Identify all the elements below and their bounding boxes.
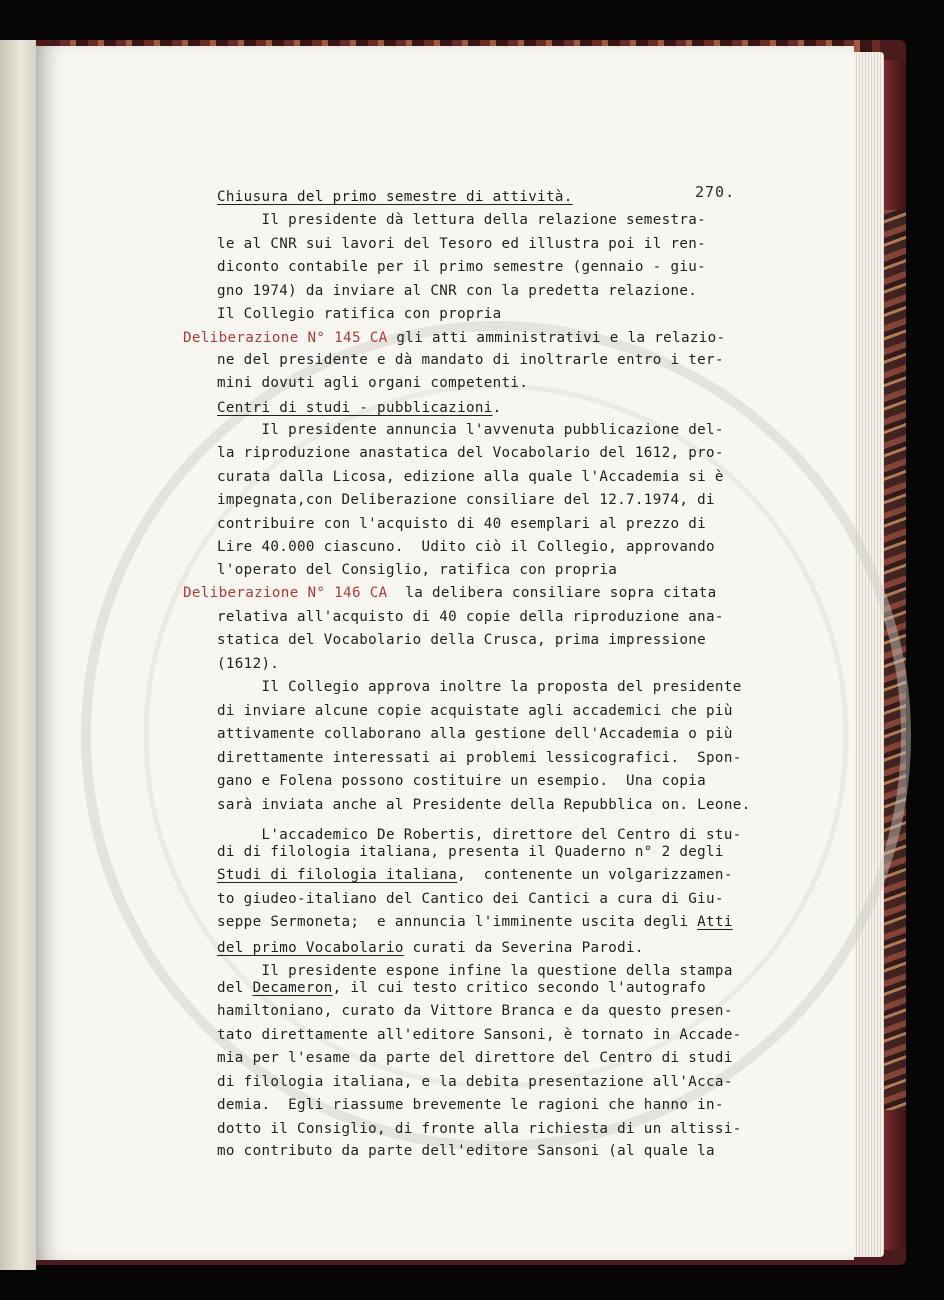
page-number: 270. bbox=[695, 183, 736, 201]
text-line bbox=[217, 562, 617, 578]
text-line bbox=[217, 539, 715, 555]
text-segment: seppe Sermoneta; e annuncia l'imminente uscita degli bbox=[217, 914, 698, 930]
text-segment: contribuire con l'acquisto di 40 esemplari al prezzo di bbox=[217, 516, 707, 532]
text-line bbox=[217, 797, 751, 813]
left-page-edge bbox=[0, 40, 36, 1270]
text-line bbox=[217, 492, 715, 508]
text-segment: , contenente un volgarizzamen- bbox=[457, 867, 733, 883]
text-line bbox=[217, 656, 279, 672]
text-line bbox=[217, 212, 706, 228]
text-line bbox=[217, 1097, 724, 1113]
text-segment: curati da Severina Parodi. bbox=[403, 940, 644, 956]
text-segment: l'operato del Consiglio, ratifica con propria bbox=[217, 562, 618, 578]
text-line bbox=[217, 1027, 742, 1043]
text-line bbox=[217, 940, 644, 956]
text-line bbox=[217, 1003, 733, 1019]
text-segment: gno 1974) da inviare al CNR con la predetta relazione. bbox=[217, 283, 698, 299]
text-line bbox=[217, 867, 733, 883]
text-segment: Decameron bbox=[252, 980, 333, 996]
text-segment: Chiusura del primo semestre di attività. bbox=[217, 189, 573, 205]
text-segment: di di filologia italiana, presenta il Quaderno n° 2 degli bbox=[217, 844, 724, 860]
text-line bbox=[217, 283, 697, 299]
text-segment: Il presidente espone infine la questione della stampa bbox=[217, 963, 733, 979]
text-segment: relativa all'acquisto di 40 copie della riproduzione ana- bbox=[217, 609, 724, 625]
text-segment: la delibera consiliare sopra citata bbox=[387, 585, 717, 601]
text-segment: Centri di studi - pubblicazioni bbox=[217, 400, 493, 416]
text-line bbox=[217, 844, 724, 860]
text-segment: ne del presidente e dà mandato di inoltrarle entro i ter- bbox=[217, 352, 724, 368]
text-line bbox=[217, 827, 742, 843]
text-line bbox=[217, 1074, 733, 1090]
text-line bbox=[217, 914, 733, 930]
text-segment: Studi di filologia italiana bbox=[217, 867, 458, 883]
text-line bbox=[217, 516, 706, 532]
text-line bbox=[217, 1143, 715, 1159]
text-segment: del bbox=[217, 980, 253, 996]
text-segment: sarà inviata anche al Presidente della Repubblica on. Leone. bbox=[217, 797, 751, 813]
text-line bbox=[217, 306, 502, 322]
text-line bbox=[217, 750, 742, 766]
text-line bbox=[217, 609, 724, 625]
text-line bbox=[217, 679, 742, 695]
text-segment: , il cui testo critico secondo l'autografo bbox=[332, 980, 707, 996]
text-segment: gli atti amministrativi e la relazio- bbox=[387, 330, 726, 346]
text-line bbox=[217, 259, 706, 275]
text-line bbox=[217, 236, 706, 252]
text-line bbox=[217, 891, 724, 907]
text-line bbox=[217, 422, 724, 438]
text-segment: hamiltoniano, curato da Vittore Branca e da questo presen- bbox=[217, 1003, 733, 1019]
text-segment: gano e Folena possono costituire un esempio. Una copia bbox=[217, 773, 707, 789]
text-line bbox=[217, 1050, 733, 1066]
document-page bbox=[36, 46, 854, 1260]
text-segment: Il presidente dà lettura della relazione semestra- bbox=[217, 212, 707, 228]
text-line bbox=[217, 632, 706, 648]
text-line bbox=[217, 189, 573, 205]
deliberation-label: Deliberazione N° 146 CA bbox=[183, 585, 388, 601]
text-segment: curata dalla Licosa, edizione alla quale l'Accademia si è bbox=[217, 469, 724, 485]
text-segment: mo contributo da parte dell'editore Sansoni (al quale la bbox=[217, 1143, 715, 1159]
text-segment: Lire 40.000 ciascuno. Udito ciò il Collegio, approvando bbox=[217, 539, 715, 555]
text-segment: tato direttamente all'editore Sansoni, è tornato in Accade- bbox=[217, 1027, 742, 1043]
text-segment: mini dovuti agli organi competenti. bbox=[217, 375, 529, 391]
text-segment: L'accademico De Robertis, direttore del Centro di stu- bbox=[217, 827, 742, 843]
text-segment: del primo Vocabolario bbox=[217, 940, 404, 956]
text-segment: statica del Vocabolario della Crusca, prima impressione bbox=[217, 632, 707, 648]
deliberation-label: Deliberazione N° 145 CA bbox=[183, 330, 388, 346]
text-segment: . bbox=[492, 400, 502, 416]
text-line bbox=[217, 726, 733, 742]
text-line bbox=[217, 445, 724, 461]
text-segment: demia. Egli riassume brevemente le ragioni che hanno in- bbox=[217, 1097, 724, 1113]
text-segment: dotto il Consiglio, di fronte alla richiesta di un altissi- bbox=[217, 1121, 742, 1137]
text-segment: Atti bbox=[697, 914, 733, 930]
text-segment: di filologia italiana, e la debita presentazione all'Acca- bbox=[217, 1074, 733, 1090]
text-segment: diconto contabile per il primo semestre (gennaio - giu- bbox=[217, 259, 707, 275]
text-line bbox=[217, 963, 733, 979]
text-segment: to giudeo-italiano del Cantico dei Cantici a cura di Giu- bbox=[217, 891, 724, 907]
text-line bbox=[183, 330, 725, 346]
text-segment: Il Collegio approva inoltre la proposta del presidente bbox=[217, 679, 742, 695]
text-line bbox=[217, 980, 706, 996]
text-segment: di inviare alcune copie acquistate agli accademici che più bbox=[217, 703, 733, 719]
text-line bbox=[183, 585, 717, 601]
text-segment: (1612). bbox=[217, 656, 280, 672]
text-line bbox=[217, 352, 724, 368]
text-line bbox=[217, 1121, 742, 1137]
text-segment: impegnata,con Deliberazione consiliare del 12.7.1974, di bbox=[217, 492, 715, 508]
text-line bbox=[217, 773, 706, 789]
text-segment: mia per l'esame da parte del direttore del Centro di studi bbox=[217, 1050, 733, 1066]
text-segment: Il presidente annuncia l'avvenuta pubblicazione del- bbox=[217, 422, 724, 438]
text-line bbox=[217, 703, 733, 719]
text-segment: la riproduzione anastatica del Vocabolario del 1612, pro- bbox=[217, 445, 724, 461]
text-segment: direttamente interessati ai problemi lessicografici. Spon- bbox=[217, 750, 742, 766]
text-segment: Il Collegio ratifica con propria bbox=[217, 306, 502, 322]
text-line bbox=[217, 469, 724, 485]
text-segment: le al CNR sui lavori del Tesoro ed illustra poi il ren- bbox=[217, 236, 707, 252]
text-line bbox=[217, 375, 528, 391]
text-line bbox=[217, 400, 502, 416]
text-segment: attivamente collaborano alla gestione dell'Accademia o più bbox=[217, 726, 733, 742]
